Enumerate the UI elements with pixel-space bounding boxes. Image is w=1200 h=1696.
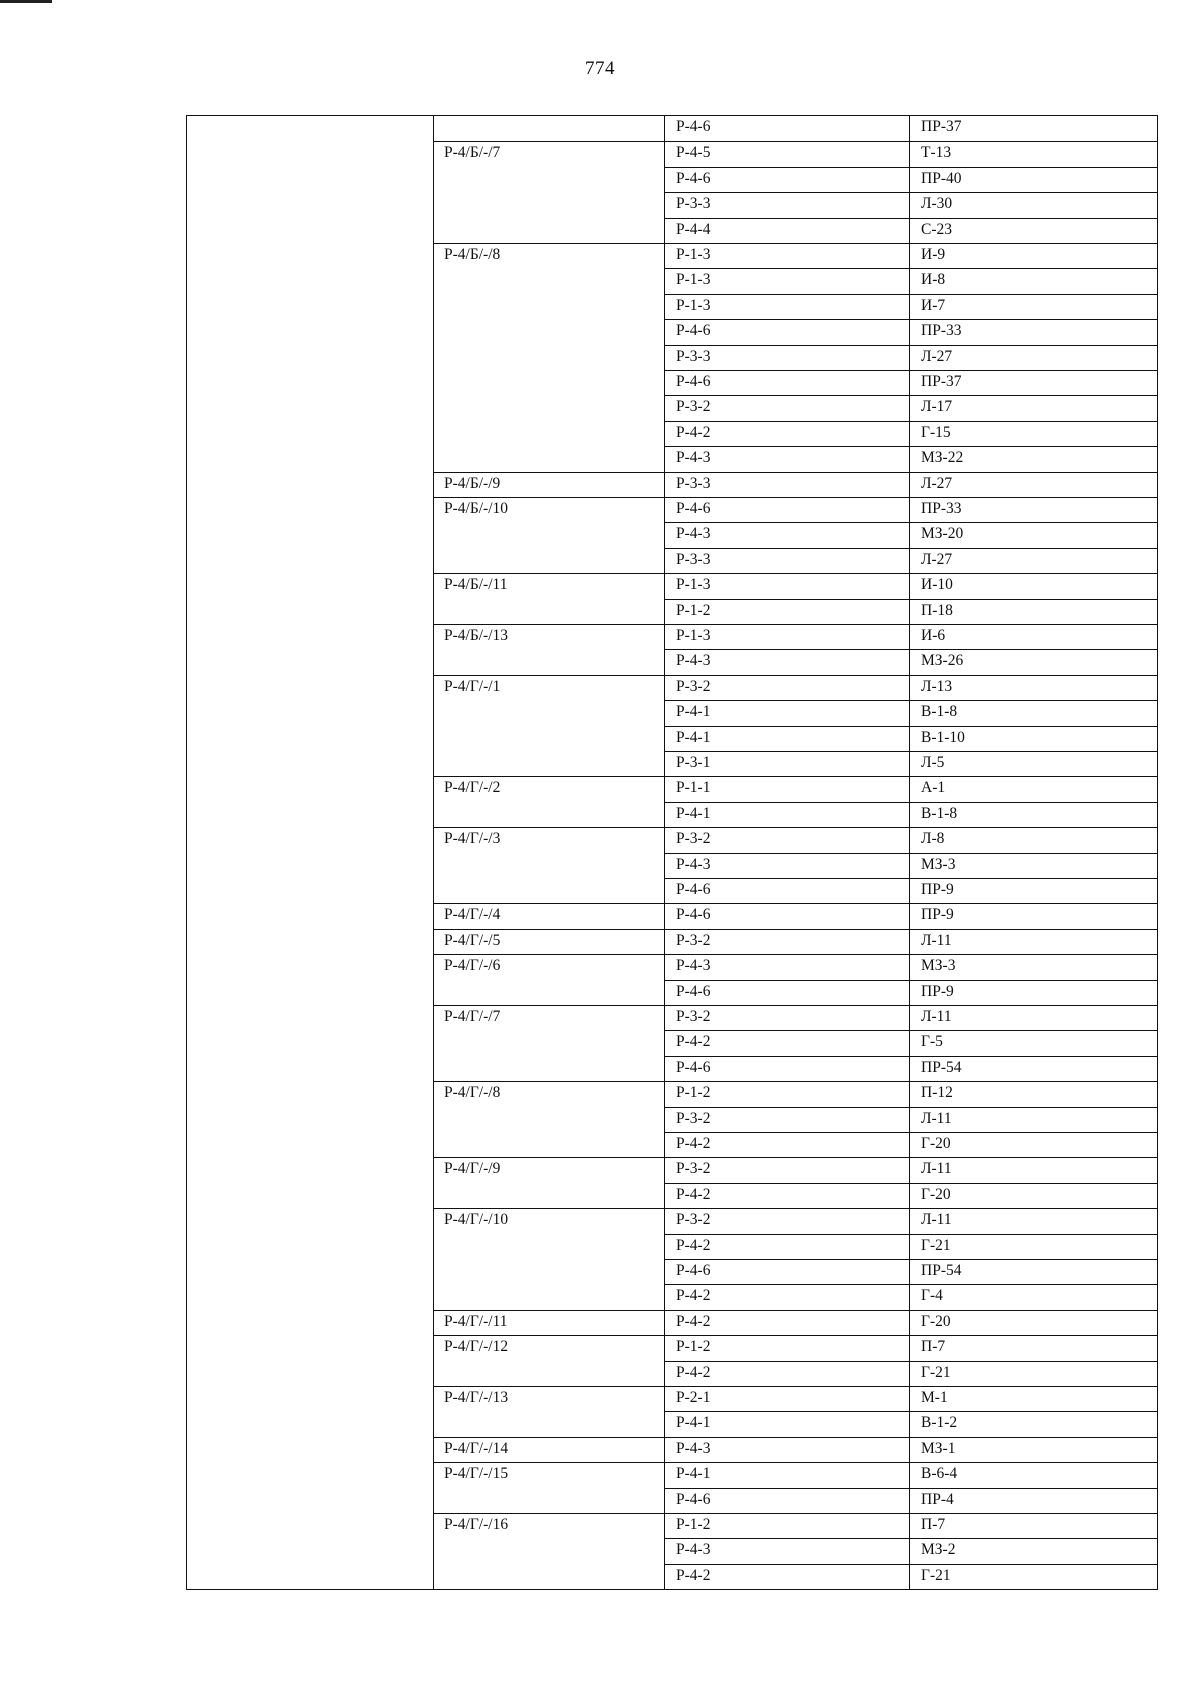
reference-cell: Л-11 (921, 1008, 952, 1025)
table-row (664, 1234, 1157, 1259)
group-label: Р-4/Г/-/13 (434, 1386, 664, 1437)
code-cell: Р-4-6 (664, 320, 910, 344)
reference-cell: П-18 (921, 601, 953, 619)
reference-cell: И-7 (921, 296, 946, 314)
code-cell: Р-4-2 (664, 1133, 910, 1157)
reference-cell: ПР-37 (921, 373, 962, 390)
reference-cell: МЗ-22 (921, 449, 964, 467)
table-row (664, 141, 1157, 166)
reference-cell: В-1-8 (921, 703, 958, 721)
table-row (664, 903, 1157, 928)
table-row (664, 878, 1157, 903)
group-label: Р-4/Б/-/9 (434, 472, 664, 497)
reference-cell: П-7 (921, 1338, 946, 1356)
reference-cell: Т-13 (921, 144, 952, 162)
code-cell: Р-4-4 (664, 219, 910, 243)
table-row (664, 954, 1157, 979)
table-row (664, 1335, 1157, 1360)
code-cell: Р-4-2 (664, 1184, 910, 1208)
table-row (664, 1437, 1157, 1462)
code-cell: Р-3-2 (664, 1209, 910, 1233)
table-row (664, 243, 1157, 268)
code-cell: Р-4-2 (664, 1285, 910, 1309)
group-label: Р-4/Г/-/6 (434, 954, 664, 1005)
table-row (664, 1361, 1157, 1386)
reference-cell: МЗ-26 (921, 652, 964, 670)
table-row (664, 573, 1157, 598)
reference-cell: ПР-37 (921, 118, 962, 135)
table-row (664, 624, 1157, 649)
table-row (664, 1411, 1157, 1436)
reference-cell: Г-20 (921, 1135, 951, 1152)
table-row (664, 1259, 1157, 1284)
code-cell: Р-4-6 (664, 981, 910, 1005)
code-cell: Р-3-2 (664, 1158, 910, 1182)
group-label: Р-4/Г/-/15 (434, 1462, 664, 1513)
table-row (664, 1513, 1157, 1538)
reference-cell: Г-20 (921, 1312, 951, 1330)
code-cell: Р-3-2 (664, 1108, 910, 1132)
reference-cell: ПР-4 (921, 1490, 954, 1508)
table-row (664, 497, 1157, 522)
table-row (664, 1208, 1157, 1233)
code-cell: Р-4-1 (664, 803, 910, 827)
code-cell: Р-4-3 (664, 854, 910, 878)
group-label: Р-4/Г/-/9 (434, 1157, 664, 1208)
code-cell: Р-4-6 (664, 879, 910, 903)
code-cell: Р-2-1 (664, 1387, 910, 1411)
code-cell: Р-3-2 (664, 676, 910, 700)
group-label: Р-4/Б/-/13 (434, 624, 664, 675)
reference-cell: Г-5 (921, 1033, 943, 1051)
code-cell: Р-3-2 (664, 396, 910, 420)
table-row (664, 548, 1157, 573)
reference-cell: В-6-4 (921, 1465, 958, 1483)
reference-cell: Г-15 (921, 423, 951, 441)
reference-cell: И-6 (921, 627, 946, 644)
reference-cell: Л-27 (921, 550, 953, 568)
table-row (664, 776, 1157, 801)
code-cell: Р-4-1 (664, 1463, 910, 1487)
group-label (434, 116, 664, 141)
group-label: Р-4/Г/-/8 (434, 1081, 664, 1157)
table-row (664, 802, 1157, 827)
code-cell: Р-4-5 (664, 142, 910, 166)
reference-cell: П-12 (921, 1084, 953, 1102)
group-label: Р-4/Г/-/12 (434, 1335, 664, 1386)
table-column-empty (187, 116, 434, 1589)
group-label: Р-4/Г/-/2 (434, 776, 664, 827)
group-label: Р-4/Г/-/1 (434, 675, 664, 777)
code-cell: Р-4-1 (664, 701, 910, 725)
code-cell: Р-4-3 (664, 650, 910, 674)
group-label: Р-4/Б/-/11 (434, 573, 664, 624)
reference-cell: Л-11 (921, 1211, 952, 1229)
reference-cell: МЗ-20 (921, 525, 964, 543)
code-cell: Р-3-3 (664, 549, 910, 573)
reference-cell: Л-8 (921, 830, 945, 848)
table-row (664, 370, 1157, 395)
table-column-groups (434, 116, 664, 1589)
reference-cell: ПР-40 (921, 169, 962, 187)
table-row (664, 1564, 1157, 1589)
code-cell: Р-4-6 (664, 371, 910, 395)
code-cell: Р-3-3 (664, 193, 910, 217)
group-label: Р-4/Г/-/16 (434, 1513, 664, 1589)
reference-cell: В-1-10 (921, 728, 965, 746)
reference-cell: ПР-9 (921, 982, 954, 1000)
code-cell: Р-4-3 (664, 447, 910, 471)
code-cell: Р-4-2 (664, 1311, 910, 1335)
table-row (664, 218, 1157, 243)
reference-cell: ПР-9 (921, 881, 954, 898)
code-cell: Р-1-1 (664, 777, 910, 801)
reference-cell: Л-11 (921, 931, 952, 949)
group-label: Р-4/Г/-/3 (434, 827, 664, 903)
reference-cell: Л-11 (921, 1109, 952, 1127)
code-cell: Р-4-3 (664, 955, 910, 979)
code-cell: Р-1-2 (664, 1336, 910, 1360)
reference-cell: Г-20 (921, 1185, 951, 1203)
code-cell: Р-4-6 (664, 1057, 910, 1081)
group-label: Р-4/Г/-/4 (434, 903, 664, 928)
table-row (664, 853, 1157, 878)
reference-cell: А-1 (921, 779, 946, 797)
code-cell: Р-4-2 (664, 422, 910, 446)
table-row (664, 395, 1157, 420)
table-row (664, 675, 1157, 700)
code-cell: Р-3-2 (664, 930, 910, 954)
code-cell: Р-4-6 (664, 498, 910, 522)
reference-cell: МЗ-3 (921, 855, 956, 873)
code-cell: Р-1-3 (664, 295, 910, 319)
code-cell: Р-4-2 (664, 1565, 910, 1589)
code-cell: Р-4-3 (664, 1438, 910, 1462)
reference-cell: И-9 (921, 246, 946, 263)
group-label: Р-4/Г/-/14 (434, 1437, 664, 1462)
reference-cell: И-8 (921, 271, 946, 289)
code-cell: Р-1-3 (664, 244, 910, 268)
reference-cell: МЗ-3 (921, 957, 956, 975)
group-label: Р-4/Г/-/5 (434, 929, 664, 954)
table-row (664, 1030, 1157, 1055)
group-label: Р-4/Г/-/7 (434, 1005, 664, 1081)
table-row (664, 472, 1157, 497)
reference-cell: В-1-8 (921, 804, 958, 822)
group-label: Р-4/Г/-/11 (434, 1310, 664, 1335)
table-row (664, 599, 1157, 624)
code-cell: Р-1-2 (664, 1514, 910, 1538)
table-row (664, 1132, 1157, 1157)
code-cell: Р-4-1 (664, 727, 910, 751)
reference-cell: П-7 (921, 1516, 946, 1533)
reference-cell: Л-17 (921, 398, 953, 416)
code-cell: Р-4-6 (664, 116, 910, 141)
table-row (664, 929, 1157, 954)
code-cell: Р-3-1 (664, 752, 910, 776)
table-row (664, 421, 1157, 446)
table-row (664, 319, 1157, 344)
table-row (664, 1386, 1157, 1411)
code-cell: Р-4-2 (664, 1235, 910, 1259)
reference-cell: Л-27 (921, 474, 953, 492)
reference-cell: МЗ-1 (921, 1439, 956, 1457)
reference-cell: Г-21 (921, 1363, 951, 1381)
reference-cell: Л-5 (921, 754, 945, 771)
table-row (664, 192, 1157, 217)
table-row (664, 980, 1157, 1005)
group-label: Р-4/Б/-/10 (434, 497, 664, 573)
table-row (664, 1310, 1157, 1335)
reference-cell: Г-21 (921, 1566, 951, 1584)
table-row (664, 1183, 1157, 1208)
document-table (186, 115, 1158, 1590)
code-cell: Р-4-1 (664, 1412, 910, 1436)
reference-cell: М-1 (921, 1389, 948, 1406)
table-row (664, 1081, 1157, 1106)
group-label: Р-4/Б/-/7 (434, 141, 664, 243)
reference-cell: ПР-33 (921, 500, 962, 517)
reference-cell: В-1-2 (921, 1414, 958, 1432)
table-row (664, 167, 1157, 192)
table-row (664, 1538, 1157, 1563)
table-row (664, 1284, 1157, 1309)
code-cell: Р-3-3 (664, 346, 910, 370)
table-row (664, 294, 1157, 319)
reference-cell: Г-21 (921, 1236, 951, 1254)
reference-cell: ПР-54 (921, 1058, 962, 1076)
table-row (664, 1157, 1157, 1182)
code-cell: Р-3-3 (664, 473, 910, 497)
table-row (664, 522, 1157, 547)
reference-cell: Л-11 (921, 1160, 952, 1178)
code-cell: Р-1-2 (664, 1082, 910, 1106)
table-row (664, 726, 1157, 751)
table-row (664, 751, 1157, 776)
group-label: Р-4/Б/-/8 (434, 243, 664, 472)
code-cell: Р-1-3 (664, 625, 910, 649)
reference-cell: Л-27 (921, 347, 953, 365)
reference-cell: С-23 (921, 220, 952, 238)
code-cell: Р-3-2 (664, 828, 910, 852)
table-row (664, 116, 1157, 141)
reference-cell: Л-30 (921, 195, 953, 213)
table-row (664, 827, 1157, 852)
reference-cell: ПР-33 (921, 322, 962, 340)
reference-cell: ПР-54 (921, 1262, 962, 1279)
table-row (664, 700, 1157, 725)
reference-cell: МЗ-2 (921, 1541, 956, 1559)
code-cell: Р-4-3 (664, 1539, 910, 1563)
code-cell: Р-4-2 (664, 1031, 910, 1055)
code-cell: Р-3-2 (664, 1006, 910, 1030)
table-row (664, 1056, 1157, 1081)
reference-cell: Л-13 (921, 677, 953, 695)
table-row (664, 1005, 1157, 1030)
table-row (664, 345, 1157, 370)
code-cell: Р-4-3 (664, 523, 910, 547)
table-row (664, 1488, 1157, 1513)
reference-cell: И-10 (921, 576, 953, 594)
code-cell: Р-1-3 (664, 269, 910, 293)
table-row (664, 446, 1157, 471)
table-row (664, 1107, 1157, 1132)
page-number: 774 (585, 58, 615, 79)
table-row (664, 268, 1157, 293)
code-cell: Р-4-6 (664, 904, 910, 928)
reference-cell: Г-4 (921, 1287, 943, 1305)
code-cell: Р-1-3 (664, 574, 910, 598)
code-cell: Р-4-6 (664, 1260, 910, 1284)
reference-cell: ПР-9 (921, 906, 954, 924)
code-cell: Р-4-2 (664, 1362, 910, 1386)
code-cell: Р-4-6 (664, 1489, 910, 1513)
code-cell: Р-1-2 (664, 600, 910, 624)
table-row (664, 1462, 1157, 1487)
table-row (664, 649, 1157, 674)
scan-corner-mark (0, 0, 52, 3)
group-label: Р-4/Г/-/10 (434, 1208, 664, 1310)
code-cell: Р-4-6 (664, 168, 910, 192)
